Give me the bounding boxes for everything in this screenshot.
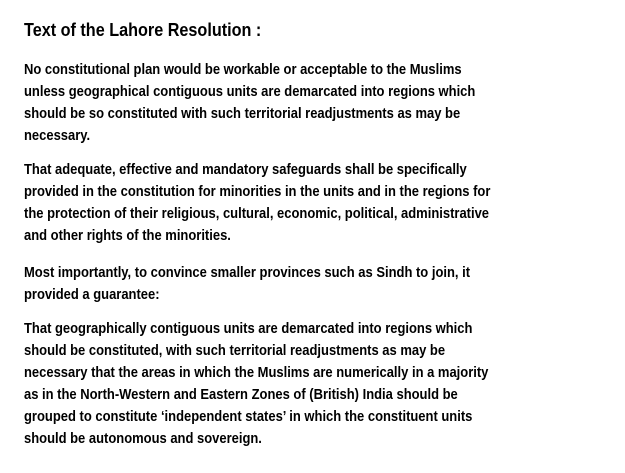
text-line: That geographically contiguous units are demarcated into regions which bbox=[24, 320, 473, 337]
text-line: the protection of their religious, cultural, economic, political, administrative bbox=[24, 205, 490, 222]
text-line: should be so constituted with such territorial readjustments as may be bbox=[24, 105, 461, 122]
text-line: should be constituted, with such territorial readjustments as may be bbox=[24, 342, 446, 359]
text-line: and other rights of the minorities. bbox=[24, 227, 231, 244]
text-line: provided in the constitution for minorities in the units and in the regions for bbox=[24, 183, 491, 200]
paragraph-guarantee bbox=[24, 318, 561, 450]
text-line: No constitutional plan would be workable or acceptable to the Muslims bbox=[24, 61, 462, 78]
text-line: as in the North-Western and Eastern Zones of (British) India should be bbox=[24, 386, 458, 403]
text-line: necessary that the areas in which the Muslims are numerically in a majority bbox=[24, 364, 489, 381]
text-line: provided a guarantee: bbox=[24, 286, 160, 303]
paragraph-safeguards bbox=[24, 159, 563, 247]
text-line: necessary. bbox=[24, 127, 91, 144]
document-title: Text of the Lahore Resolution : bbox=[24, 20, 262, 40]
paragraph-guarantee-intro bbox=[24, 262, 540, 306]
text-line: grouped to constitute ‘independent states’ in which the constituent units bbox=[24, 408, 473, 425]
text-line: Most importantly, to convince smaller provinces such as Sindh to join, it bbox=[24, 264, 471, 281]
paragraph-constitutional-plan bbox=[24, 59, 546, 147]
text-line: That adequate, effective and mandatory safeguards shall be specifically bbox=[24, 161, 467, 178]
text-line: unless geographical contiguous units are demarcated into regions which bbox=[24, 83, 476, 100]
text-line: should be autonomous and sovereign. bbox=[24, 430, 262, 447]
